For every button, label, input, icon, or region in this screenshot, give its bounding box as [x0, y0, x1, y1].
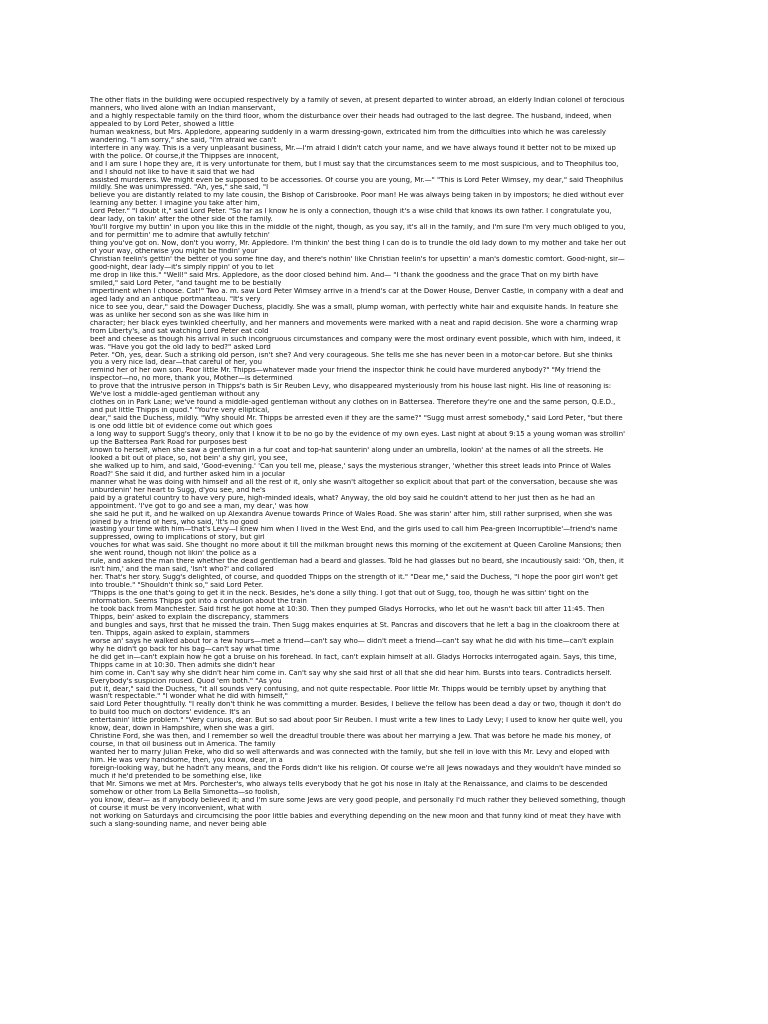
- text-line: from Liberty's, and sat watching Lord Peter eat cold: [90, 327, 269, 335]
- text-line: joined by a friend of hers, who said, 'It's no good: [90, 518, 259, 526]
- text-line: and I am sure I hope they are, it is very unfortunate for them, but I must say that the circumstances seem to me most suspicious, and to Theophilus too,: [90, 160, 619, 168]
- text-line: information. Seems Thipps got into a confusion about the train: [90, 598, 307, 606]
- text-line: and bungles and says, first that he missed the train. Then Sugg makes enquiries at St. Pancras and discovers that he left a bag in the cloakroom there at: [90, 621, 620, 629]
- text-line: Everybody's suspicion roused. Quod 'em both." "As you: [90, 677, 282, 685]
- text-line: Christine Ford, she was then, and I remember so well the dreadful trouble there was about her marrying a Jew. That was before he made his money, of: [90, 733, 612, 741]
- text-line: Lord Peter." "I doubt it," said Lord Peter. "So far as I know he is only a connection, though it's a wise child that knows its own father. I congratulate you,: [90, 208, 612, 216]
- text-line: learning any better. I imagine you take after him,: [90, 200, 260, 208]
- text-line: rule, and asked the man there whether the dead gentleman had a beard and glasses. Told he had glasses but no beard, she incautiously said: 'Oh, then, it: [90, 558, 624, 566]
- text-line: worse an' says he walked about for a few hours—met a friend—can't say who— didn't meet a friend—can't say what he did with his time—can't explain: [90, 637, 614, 645]
- text-line: him. He was very handsome, then, you know, dear, in a: [90, 757, 283, 765]
- text-line: entertainin' little problem." "Very curious, dear. But so sad about poor Sir Reuben. I must write a few lines to Lady Levy; I used to know her quite well, you: [90, 717, 623, 725]
- text-line: inspector—no, no more, thank you, Mother—is determined: [90, 375, 293, 383]
- text-line: nice to see you, dear," said the Dowager Duchess, placidly. She was a small, plump woman, with perfectly white hair and exquisite hands. In feature she: [90, 303, 618, 311]
- text-line: clothes on in Park Lane; we've found a middle-aged gentleman without any clothes on in Battersea. Therefore they're one and the same person, Q.E.D.,: [90, 399, 616, 407]
- text-line: known to herself, when she saw a gentleman in a fur coat and top-hat saunterin' along under an umbrella, lookin' at the names of all the streets. He: [90, 446, 604, 454]
- text-line: impertinent when I choose. Cat!" Two a. m. saw Lord Peter Wimsey arrive in a friend's car at the Dower House, Denver Castle, in company with a deaf and: [90, 287, 624, 295]
- text-line: beef and cheese as though his arrival in such incongruous circumstances and company were the most ordinary event possible, which with him, indeed, it: [90, 335, 621, 343]
- text-line: why he didn't go back for his bag—can't say what time: [90, 645, 280, 653]
- text-line: suppressed, owing to implications of story, but girl: [90, 534, 265, 542]
- text-line: her. That's her story. Sugg's delighted, of course, and quodded Thipps on the strength of it." "Dear me," said the Duchess, "I hope the poor girl won't get: [90, 574, 618, 582]
- text-line: up the Battersea Park Road for purposes best: [90, 438, 248, 446]
- text-line: thing you've got on. Now, don't you worry, Mr. Appledore. I'm thinkin' the best thing I can do is to trundle the old lady down to my mother and take her out: [90, 240, 626, 248]
- text-line: The other flats in the building were occupied respectively by a family of seven, at present departed to winter abroad, an elderly Indian colonel of ferocious: [90, 97, 625, 104]
- text-line: of your way, otherwise you might be findin' your: [90, 248, 258, 256]
- text-line: and for permittin' me to admire that awfully fetchin': [90, 232, 270, 240]
- text-line: and put little Thipps in quod." "You're very elliptical,: [90, 407, 270, 415]
- text-line: put it, dear," said the Duchess, "it all sounds very confusing, and not quite respectable. Poor little Mr. Thipps would be terribly upset by anything that: [90, 685, 607, 693]
- text-line: and I should not like to have it said that we had: [90, 168, 255, 176]
- text-line: We've lost a middle-aged gentleman without any: [90, 391, 260, 399]
- text-line: dear," said the Duchess, mildly. "Why should Mr. Thipps be arrested even if they are the same?" "Sugg must arrest somebody," said Lord Peter, "but there: [90, 415, 623, 423]
- text-line: appealed to by Lord Peter, showed a little: [90, 120, 234, 128]
- text-line: Thipps, bein' asked to explain the discrepancy, stammers: [90, 613, 289, 621]
- text-line: he did get in—can't explain how he got a bruise on his forehead. In fact, can't explain himself at all. Gladys Horrocks interrogated again. Says, this time,: [90, 653, 617, 661]
- text-line: to prove that the intrusive person in Thipps's bath is Sir Reuben Levy, who disappeared mysteriously from his house last night. His line of reasoning is:: [90, 383, 612, 391]
- text-line: unburdenin' her heart to Sugg, d'you see, and he's: [90, 486, 266, 494]
- text-line: ten. Thipps, again asked to explain, stammers: [90, 629, 250, 637]
- text-line: Thipps came in at 10:30. Then admits she didn't hear: [90, 661, 275, 669]
- text-line: course, in that oil business out in America. The family: [90, 741, 276, 749]
- text-line: said Lord Peter thoughtfully. "I really don't think he was committing a murder. Besides, I believe the fellow has been dead a day or two, though it don't do: [90, 701, 621, 709]
- text-line: was. "Have you got the old lady to bed?" asked Lord: [90, 343, 271, 351]
- text-line: Road?' She said it did, and further asked him in a jocular: [90, 470, 286, 478]
- document-page: [90, 97, 712, 829]
- text-line: with the police. Of course,if the Thippses are innocent,: [90, 152, 279, 160]
- text-line: wasn't respectable." "I wonder what he did with himself,": [90, 693, 288, 701]
- text-line: human weakness, but Mrs. Appledore, appearing suddenly in a warm dressing-gown, extricated him from the difficulties into which he was carelessly: [90, 128, 606, 136]
- text-line: Peter. "Oh, yes, dear. Such a striking old person, isn't she? And very courageous. She tells me she has never been in a motor-car before. But she thinks: [90, 351, 613, 359]
- text-line: and a highly respectable family on the third floor, whom the disturbance over their heads had outraged to the last degree. The husband, indeed, when: [90, 112, 612, 120]
- text-line: isn't him,' and the man said, 'Isn't who?' and collared: [90, 566, 274, 574]
- text-line: to build too much on doctors' evidence. It's an: [90, 709, 251, 717]
- text-line: character; her black eyes twinkled cheerfully, and her manners and movements were marked with a neat and rapid decision. She wore a charming wrap: [90, 319, 618, 327]
- text-line: interfere in any way. This is a very unpleasant business, Mr.—I'm afraid I didn't catch your name, and we have always found it better not to be mixed up: [90, 144, 616, 152]
- text-line: manners, who lived alone with an Indian manservant,: [90, 104, 276, 112]
- text-line: a long way to support Sugg's theory, only that I know it to be no go by the evidence of my own eyes. Last night at about 9:15 a young woman was strollin': [90, 431, 625, 439]
- text-line: looked a bit out of place, so, not bein' a shy girl, you see,: [90, 454, 288, 462]
- text-line: "Thipps is the one that's going to get it in the neck. Besides, he's done a silly thing. I got that out of Sugg, too, though he was sittin' tight on the: [90, 590, 589, 598]
- text-line: she said he put it, and he walked on up Alexandra Avenue towards Prince of Wales Road. She was starin' after him, still rather surprised, when she was: [90, 510, 613, 518]
- text-line: wasting your time with him—that's Levy—I knew him when I lived in the West End, and the girls used to call him Pea-green Incorruptible'—friend's name: [90, 526, 618, 534]
- text-line: me drop in like this." "Well!" said Mrs. Appledore, as the door closed behind him. And— "I thank the goodness and the grace That on my birth have: [90, 271, 599, 279]
- text-line: manner what he was doing with himself and all the rest of it, only she wasn't altogether so explicit about that part of the conversation, because she was: [90, 478, 618, 486]
- text-line: him come in. Can't say why she didn't hear him come in. Can't say why she said first of all that she did hear him. Bursts into tears. Contradicts herself.: [90, 669, 612, 677]
- text-line: she went round, though not likin' the police as a: [90, 550, 257, 558]
- text-line: somehow or other from La Bella Simonetta—so foolish,: [90, 788, 280, 796]
- text-line: she walked up to him, and said, 'Good-evening.' 'Can you tell me, please,' says the mysterious stranger, 'whether this street leads into Prince of Wales: [90, 462, 611, 470]
- text-line: you know, dear— as if anybody believed it; and I'm sure some Jews are very good people, and personally I'd much rather they believed something, though: [90, 796, 626, 804]
- text-line: wandering. "I am sorry," she said, "I'm afraid we can't: [90, 136, 277, 144]
- text-line: aged lady and an antique portmanteau. "It's very: [90, 295, 261, 303]
- text-line: know, dear, down in Hampshire, when she was a girl.: [90, 725, 275, 733]
- text-line: Christian feelin's gettin' the better of you some fine day, and there's nothin' like Christian feelin's for upsettin' a man's domestic comfort. Good-night, sir—: [90, 256, 625, 264]
- text-line: was as unlike her second son as she was like him in: [90, 311, 269, 319]
- text-line: mildly. She was unimpressed. "Ah, yes," she said, "I: [90, 184, 269, 192]
- text-line: foreign-looking way, but he hadn't any means, and the Fords didn't like his religion. Of course we're all Jews nowadays and they wouldn't have minded so: [90, 765, 621, 773]
- text-line: good-night, dear lady—it's simply rippin' of you to let: [90, 264, 274, 272]
- text-line: not working on Saturdays and circumcising the poor little babies and everything depending on the new moon and that funny kind of meat they have with: [90, 812, 621, 820]
- text-line: into trouble." "Shouldn't think so," said Lord Peter.: [90, 582, 264, 590]
- text-line: remind her of her own son. Poor little Mr. Thipps—whatever made your friend the inspector think he could have murdered anybody?" "My friend the: [90, 367, 601, 375]
- text-line: of course it must be very inconvenient, what with: [90, 804, 262, 812]
- text-line: vouches for what was said. She thought no more about it till the milkman brought news this morning of the excitement at Queen Caroline Mansions; then: [90, 542, 622, 550]
- text-line: assisted murderers. We might even be supposed to be accessories. Of course you are young, Mr.—" "This is Lord Peter Wimsey, my dear," said Theophilus: [90, 176, 624, 184]
- text-line: wanted her to marry Julian Freke, who did so well afterwards and was connected with the family, but she fell in love with this Mr. Levy and eloped with: [90, 749, 610, 757]
- text-line: You'll forgive my buttin' in upon you like this in the middle of the night, though, as you say, it's all in the family, and I'm sure I'm very much obliged to you,: [90, 224, 626, 232]
- text-line: you a very nice lad, dear—that careful of her, you: [90, 359, 262, 367]
- text-line: smiled," said Lord Peter, "and taught me to be bestially: [90, 279, 282, 287]
- text-line: appointment. 'I've got to go and see a man, my dear,' was how: [90, 502, 309, 510]
- text-line: is one odd little bit of evidence come out which goes: [90, 423, 273, 431]
- text-line: he took back from Manchester. Said first he got home at 10:30. Then they pumped Gladys Horrocks, who let out he wasn't back till after 11:45. Then: [90, 606, 605, 613]
- text-line: that Mr. Simons we met at Mrs. Porchester's, who always tells everybody that he got his nose in Italy at the Renaissance, and claims to be descended: [90, 780, 608, 788]
- text-line: such a slang-sounding name, and never being able: [90, 820, 267, 828]
- text-line: paid by a grateful country to have very pure, high-minded ideals, what? Anyway, the old boy said he couldn't attend to her just then as he had an: [90, 494, 595, 502]
- text-line: much if he'd pretended to be something else, like: [90, 773, 262, 781]
- text-line: dear lady, on takin' after the other side of the family.: [90, 216, 273, 224]
- text-line: believe you are distantly related to my late cousin, the Bishop of Carisbrooke. Poor man! He was always being taken in by impostors; he died without ever: [90, 192, 624, 200]
